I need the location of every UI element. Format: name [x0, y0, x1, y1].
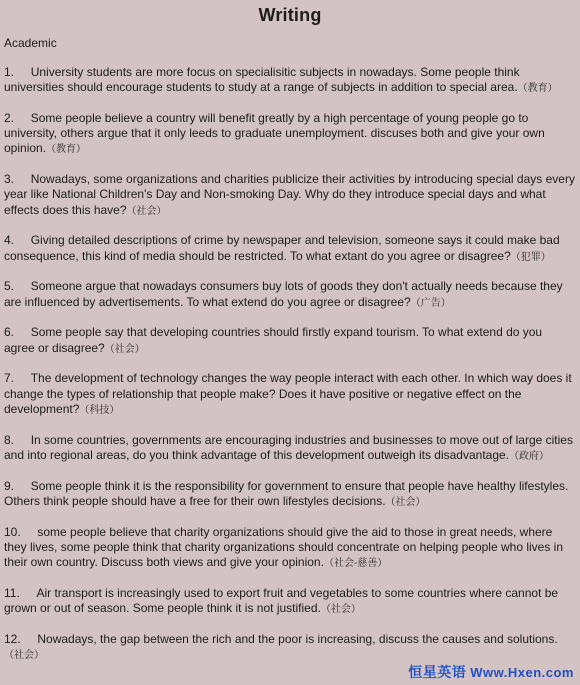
question-number: 8. — [4, 432, 15, 447]
question-item — [4, 525, 576, 572]
question-topic-tag: （社会） — [4, 650, 44, 662]
question-text: Some people say that developing countries should firstly expand tourism. To what extend do you agree or disagree? — [4, 325, 543, 355]
question-item — [4, 632, 576, 663]
question-item — [4, 479, 576, 510]
question-text: The development of technology changes the way people interact with each other. In which way does it change the types of relationship that people make? Does it have positive or negative effect on the development? — [4, 371, 572, 416]
question-topic-tag: （社会） — [320, 604, 361, 616]
question-topic-tag: （社会） — [385, 496, 426, 508]
question-topic-tag: （教育） — [517, 83, 558, 95]
question-item — [4, 172, 576, 219]
question-topic-tag: （广告） — [410, 297, 451, 309]
question-number: 10. — [4, 524, 21, 539]
question-item — [4, 111, 576, 158]
question-text: Giving detailed descriptions of crime by newspaper and television, someone says it could make bad consequence, this kind of media should be restricted. To what extant do you agree or disagree? — [4, 233, 560, 263]
question-topic-tag: （教育） — [46, 144, 87, 156]
page-title: Writing — [258, 5, 322, 25]
question-item — [4, 279, 576, 310]
question-number: 12. — [4, 631, 21, 646]
question-text: Air transport is increasingly used to export fruit and vegetables to some countries where cannot be grown or out of season. Some people think it is not justified. — [4, 585, 559, 616]
question-text: Some people think it is the responsibility for government to ensure that people have healthy lifestyles. Others think people should have a free for their own lifestyles decisions. — [4, 478, 569, 508]
question-number: 9. — [4, 478, 15, 493]
question-item — [4, 433, 576, 464]
question-topic-tag: （社会） — [126, 205, 167, 217]
question-number: 4. — [4, 233, 15, 248]
question-text: Someone argue that nowadays consumers buy lots of goods they don't actually needs because they are influenced by advertisements. To what extend do you agree or disagree? — [4, 279, 563, 309]
question-list — [4, 65, 576, 678]
question-number: 3. — [4, 172, 15, 187]
category-label: Academic — [4, 36, 57, 50]
question-text: some people believe that charity organizations should give the aid to those in great needs, where they lives, some people think that charity organizations should concentrate on helping people who lives in their own country. Discuss both views and give your opinion. — [4, 524, 564, 570]
question-text: Some people believe a country will benefit greatly by a high percentage of young people go to university, others argue that it only leeds to graduate unemployment. discuses both and give your own opinion. — [4, 111, 545, 156]
question-item — [4, 233, 576, 264]
question-item — [4, 65, 576, 96]
question-text: Nowadays, some organizations and charities publicize their activities by introducing special days every year like National Children's Day and Non-smoking Day. Why do they introduce special days and what effects does this have? — [4, 172, 575, 217]
watermark-site: Www.Hxen.com — [470, 665, 574, 680]
question-topic-tag: （科技） — [79, 404, 120, 416]
question-number: 5. — [4, 279, 15, 294]
question-number: 6. — [4, 325, 15, 340]
question-text: In some countries, governments are encouraging industries and businesses to move out of large cities and into regional areas, do you think advantage of this development outweigh its disadvantage. — [4, 432, 573, 462]
question-topic-tag: （犯罪） — [510, 251, 551, 263]
question-number: 2. — [4, 111, 15, 125]
question-text: Nowadays, the gap between the rich and the poor is increasing, discuss the causes and solutions. — [37, 631, 558, 646]
question-number: 11. — [4, 585, 20, 600]
question-topic-tag: （社会-慈善） — [323, 558, 388, 570]
question-item — [4, 325, 576, 356]
question-number: 1. — [4, 65, 15, 79]
question-item — [4, 586, 576, 617]
question-text: University students are more focus on specialisitic subjects in nowadays. Some people think universities should encourage students to study at a range of subjects in addition to special area. — [4, 65, 520, 95]
question-number: 7. — [4, 371, 15, 386]
question-item — [4, 371, 576, 418]
question-topic-tag: （社会） — [104, 343, 145, 355]
watermark-brand: 恒星英语 — [408, 665, 467, 681]
watermark-logo — [408, 662, 574, 682]
question-topic-tag: （政府） — [509, 450, 550, 462]
